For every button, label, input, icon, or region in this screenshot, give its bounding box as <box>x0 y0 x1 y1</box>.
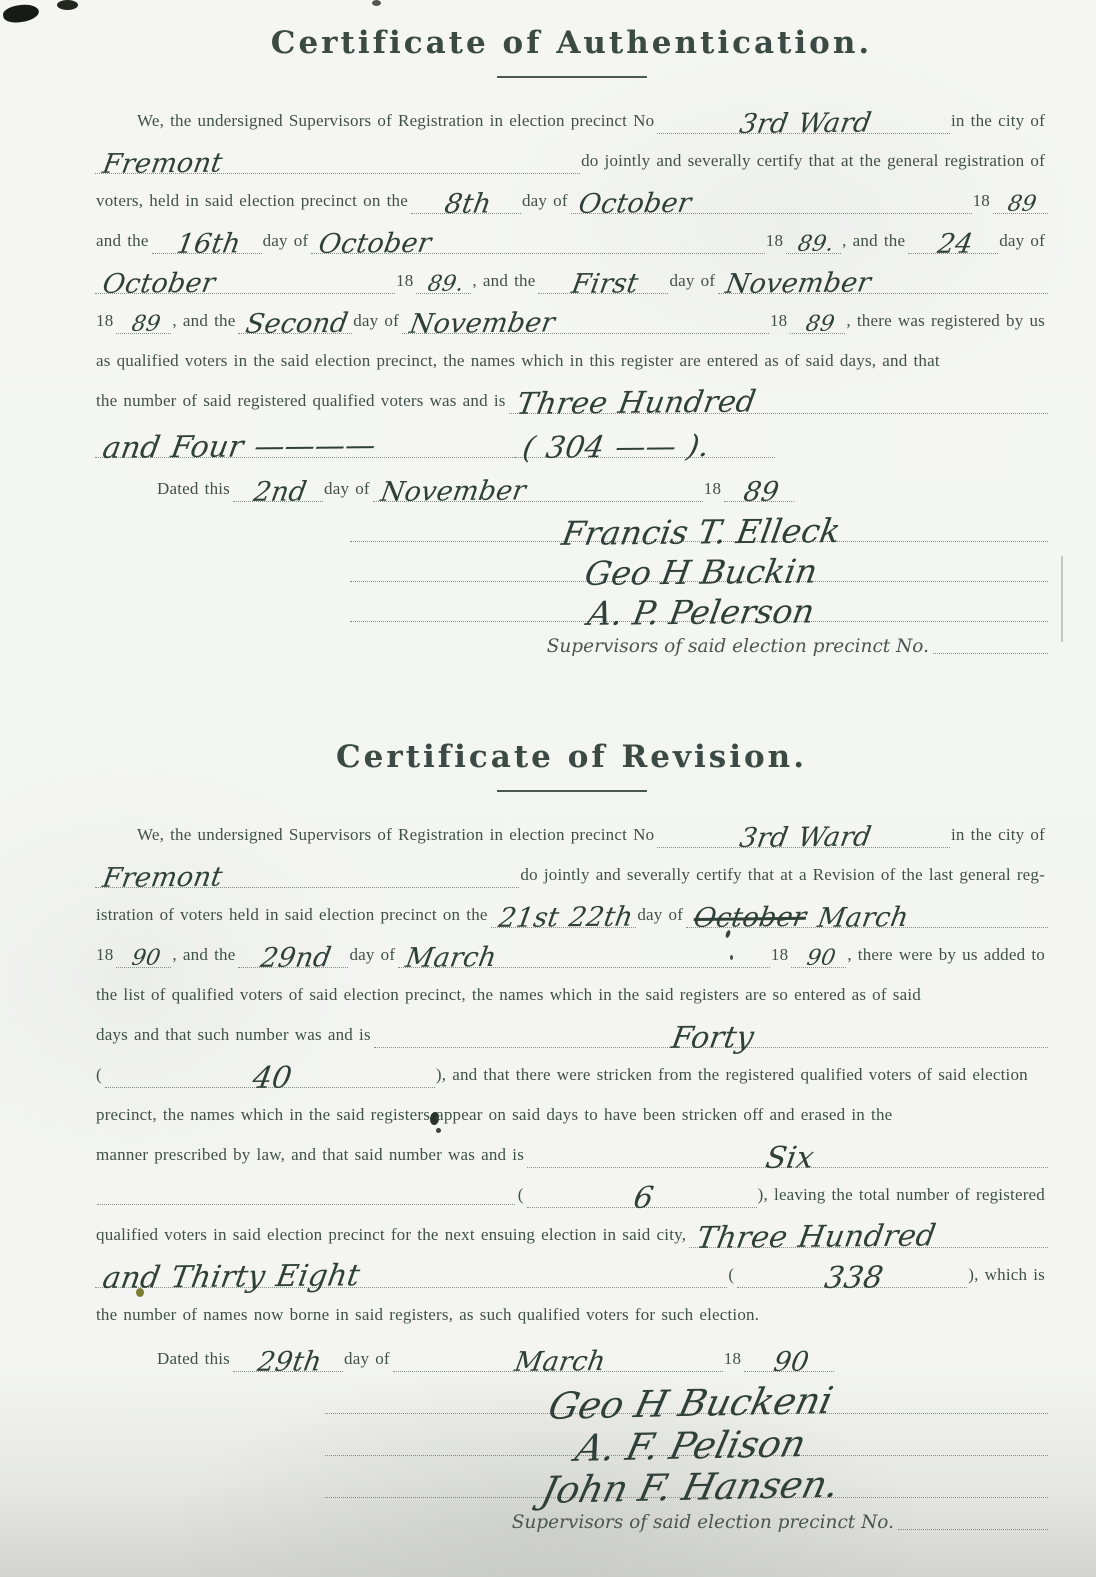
signature: A. F. Pelison <box>571 1422 810 1470</box>
printed-text: day of <box>637 905 684 924</box>
printed-text: 18 <box>972 191 990 210</box>
printed-text: ), leaving the total number of registered <box>757 1185 1045 1204</box>
printed-text: , and the <box>842 231 906 250</box>
blank-line <box>933 653 1048 654</box>
printed-text: day of <box>521 191 568 210</box>
printed-text: istration of voters held in said election precinct on the <box>96 905 488 924</box>
blank-line <box>95 1258 727 1296</box>
printed-text: 18 <box>769 311 788 330</box>
handwritten-month: March <box>815 901 911 934</box>
blank-line <box>95 147 580 180</box>
blank-line <box>311 227 764 260</box>
printed-text: , there were by us added to <box>847 945 1045 964</box>
signature-rule <box>325 1422 1048 1470</box>
printed-text: ( <box>96 1065 102 1084</box>
signature-line <box>95 502 1048 553</box>
rev-line-stricken-words <box>95 1128 1048 1176</box>
printed-text: ), which is <box>968 1265 1045 1284</box>
printed-text: do jointly and severally certify that at a Revision of the last general reg- <box>520 865 1045 884</box>
printed-text: day of <box>344 1349 390 1368</box>
blank-line <box>908 228 998 260</box>
ink-smudge <box>2 2 40 24</box>
handwritten-ward: 3rd Ward <box>737 821 874 854</box>
handwritten-day: 8th <box>442 188 494 220</box>
blank-line <box>95 861 519 894</box>
printed-text: , and the <box>172 945 236 964</box>
signature: Francis T. Elleck <box>559 511 844 553</box>
blank-line <box>538 268 668 300</box>
certificate-of-authentication-section <box>95 22 1048 660</box>
rev-line-body1 <box>95 968 1048 1008</box>
blank-line <box>402 307 769 340</box>
handwritten-year: 89 <box>803 311 837 337</box>
title-rule <box>497 76 647 78</box>
blank-line <box>491 901 637 934</box>
handwritten-day: Second <box>243 307 351 340</box>
handwritten-city: Fremont <box>100 147 225 180</box>
printed-text: in the city of <box>951 825 1045 844</box>
blank-line <box>116 311 171 337</box>
signature-rule <box>350 591 1048 633</box>
printed-text: precinct, the names which in the said registers appear on said days to have been stricken off and erased in the <box>96 1105 893 1124</box>
printed-text: Dated this <box>157 479 231 498</box>
blank-line <box>571 187 972 220</box>
blank-line <box>724 476 794 508</box>
rev-line-body2 <box>95 1088 1048 1128</box>
printed-text: day of <box>349 945 396 964</box>
handwritten-month: October <box>576 187 694 220</box>
rev-line-stricken-figures <box>95 1168 1048 1216</box>
printed-text: days and that such number was and is <box>96 1025 371 1044</box>
blank-line <box>898 1529 1048 1530</box>
printed-text: day of <box>324 479 370 498</box>
signature: A. P. Pelerson <box>585 591 818 633</box>
handwritten-month: November <box>407 307 558 340</box>
blank-line <box>791 945 846 971</box>
handwritten-count-figures: 40 <box>249 1060 295 1096</box>
handwritten-days: 21st 22th <box>496 901 636 934</box>
blank-line <box>527 1180 757 1216</box>
handwritten-city: Fremont <box>100 861 225 894</box>
certificate-of-revision-section <box>95 736 1048 1536</box>
handwritten-month: March <box>512 1345 608 1378</box>
printed-text: day of <box>999 231 1045 250</box>
rev-line-total-words2 <box>95 1248 1048 1296</box>
handwritten-count-words: and Thirty Eight <box>100 1258 363 1296</box>
handwritten-month: October <box>316 227 434 260</box>
printed-text: We, the undersigned Supervisors of Registration in election precinct No <box>137 111 655 130</box>
printed-text: 18 <box>765 231 784 250</box>
printed-text: manner prescribed by law, and that said number was and is <box>96 1145 525 1164</box>
handwritten-day: First <box>569 268 642 300</box>
auth-line-precinct <box>95 94 1048 140</box>
auth-line-date3 <box>95 254 1048 300</box>
blank-line <box>116 945 171 971</box>
signature-line <box>95 1372 1048 1428</box>
blank-line <box>233 476 323 508</box>
printed-text: , and the <box>172 311 236 330</box>
printed-text: the number of names now borne in said registers, as such qualified voters for such election. <box>96 1305 760 1324</box>
handwritten-count-words: Three Hundred <box>513 384 759 422</box>
auth-line-date2 <box>95 214 1048 260</box>
handwritten-count-words: Forty <box>669 1020 757 1056</box>
blank-line <box>233 1346 343 1378</box>
handwritten-year: 90 <box>129 945 163 971</box>
handwritten-month: March <box>403 941 500 974</box>
handwritten-count-words: Three Hundred <box>694 1218 939 1256</box>
handwritten-year: 89 <box>129 311 163 337</box>
caption-text: Supervisors of said election precinct No. <box>546 636 929 657</box>
auth-line-number-words <box>95 374 1048 422</box>
blank-line <box>238 942 348 974</box>
printed-text: day of <box>262 231 309 250</box>
printed-text: We, the undersigned Supervisors of Registration in election precinct No <box>137 825 655 844</box>
printed-text: 18 <box>723 1349 742 1368</box>
blank-line <box>398 941 770 974</box>
ink-speck <box>372 0 381 6</box>
printed-text: 18 <box>770 945 789 964</box>
blank-line <box>689 1218 1048 1256</box>
handwritten-count-words: Six <box>762 1140 817 1176</box>
signature-rule <box>350 551 1048 593</box>
printed-text: 18 <box>96 945 114 964</box>
printed-text: day of <box>353 311 399 330</box>
auth-line-body <box>95 334 1048 374</box>
title-rule <box>497 790 647 792</box>
blank-line <box>374 1020 1048 1056</box>
handwritten-year: 90 <box>771 1346 812 1378</box>
blank-line <box>737 1260 967 1296</box>
blank-line <box>393 1345 723 1378</box>
handwritten-year: 89. <box>425 271 466 297</box>
printed-text: 18 <box>396 271 414 290</box>
printed-text: do jointly and severally certify that at the general registration of <box>581 151 1045 170</box>
handwritten-count-figures: 6 <box>631 1180 657 1216</box>
blank-line <box>152 228 262 260</box>
handwritten-count-words: and Four ———— <box>100 428 379 466</box>
handwritten-day: 29th <box>255 1346 325 1378</box>
printed-text: qualified voters in said election precinct for the next ensuing election in said city, <box>96 1225 687 1244</box>
handwritten-count-figures: ( 304 —— ). <box>520 428 712 466</box>
blank-line <box>105 1060 435 1096</box>
blank-line <box>95 428 515 466</box>
handwritten-year: 89 <box>741 476 782 508</box>
supervisors-caption <box>95 622 1048 660</box>
rev-line-city <box>95 848 1048 894</box>
rev-line-dated <box>95 1328 1048 1378</box>
blank-line <box>97 1204 515 1205</box>
blank-line <box>411 188 521 220</box>
printed-text: ( <box>517 1185 524 1204</box>
rev-line-added-figures <box>95 1048 1048 1096</box>
rev-line-date1 <box>95 888 1048 934</box>
auth-line-date1 <box>95 174 1048 220</box>
revision-title: Certificate of Revision. <box>335 739 808 775</box>
paper-crease <box>1061 556 1063 642</box>
blank-line <box>238 307 352 340</box>
signature: Geo H Buckin <box>582 551 821 593</box>
printed-text: 18 <box>703 479 722 498</box>
blank-line <box>515 428 775 466</box>
printed-text: as qualified voters in the said election precinct, the names which in this register are entered as of said days, and that <box>96 351 940 370</box>
blank-line <box>657 821 950 854</box>
blank-line <box>657 107 950 140</box>
auth-line-date4 <box>95 294 1048 340</box>
blank-line <box>786 231 841 257</box>
signature-rule <box>325 1378 1048 1428</box>
handwritten-day: 2nd <box>251 476 309 508</box>
handwritten-ward: 3rd Ward <box>737 107 874 140</box>
blank-line <box>993 191 1048 217</box>
blank-line <box>744 1346 834 1378</box>
blank-line <box>686 901 1048 934</box>
printed-text: day of <box>669 271 716 290</box>
rev-line-precinct <box>95 808 1048 854</box>
blank-line <box>718 267 1048 300</box>
handwritten-year: 89 <box>1006 191 1039 217</box>
blank-line <box>509 384 1048 422</box>
printed-text: in the city of <box>951 111 1045 130</box>
authentication-title: Certificate of Authentication. <box>270 25 873 61</box>
handwritten-month: November <box>378 475 529 508</box>
handwritten-day: 29nd <box>257 942 334 974</box>
signature-rule <box>325 1462 1048 1512</box>
caption-text: Supervisors of said election precinct No. <box>511 1512 894 1533</box>
signature: Geo H Buckeni <box>544 1378 837 1428</box>
auth-line-city <box>95 134 1048 180</box>
printed-text: ( <box>728 1265 735 1284</box>
printed-text: ), and that there were stricken from the registered qualified voters of said election <box>435 1065 1028 1084</box>
printed-text: the number of said registered qualified voters was and is <box>96 391 506 410</box>
printed-text: , there was registered by us <box>846 311 1045 330</box>
printed-text: the list of qualified voters of said election precinct, the names which in the said registers are so entered as of said <box>96 985 921 1004</box>
handwritten-year: 89. <box>795 231 836 257</box>
signature-line <box>95 582 1048 633</box>
handwritten-month: November <box>723 267 874 300</box>
blank-line <box>527 1140 1048 1176</box>
rev-line-total-words1 <box>95 1208 1048 1256</box>
blank-line <box>790 311 845 337</box>
handwritten-month: October <box>100 267 218 300</box>
printed-text: Dated this <box>157 1349 231 1368</box>
printed-text: and the <box>96 231 149 250</box>
signature-rule <box>350 511 1048 553</box>
handwritten-month-struck: October <box>691 901 809 934</box>
handwritten-day: 16th <box>174 228 243 260</box>
printed-text: 18 <box>96 311 114 330</box>
blank-line <box>416 271 471 297</box>
handwritten-count-figures: 338 <box>822 1260 887 1296</box>
handwritten-day: 24 <box>935 228 976 260</box>
rev-line-added-words <box>95 1008 1048 1056</box>
printed-text: , and the <box>472 271 536 290</box>
handwritten-year: 90 <box>804 945 838 971</box>
signature: John F. Hansen. <box>537 1462 844 1512</box>
ink-smudge <box>57 0 78 10</box>
printed-text: voters, held in said election precinct on the <box>96 191 408 210</box>
blank-line <box>95 267 395 300</box>
rev-line-date2 <box>95 928 1048 974</box>
blank-line <box>373 475 703 508</box>
